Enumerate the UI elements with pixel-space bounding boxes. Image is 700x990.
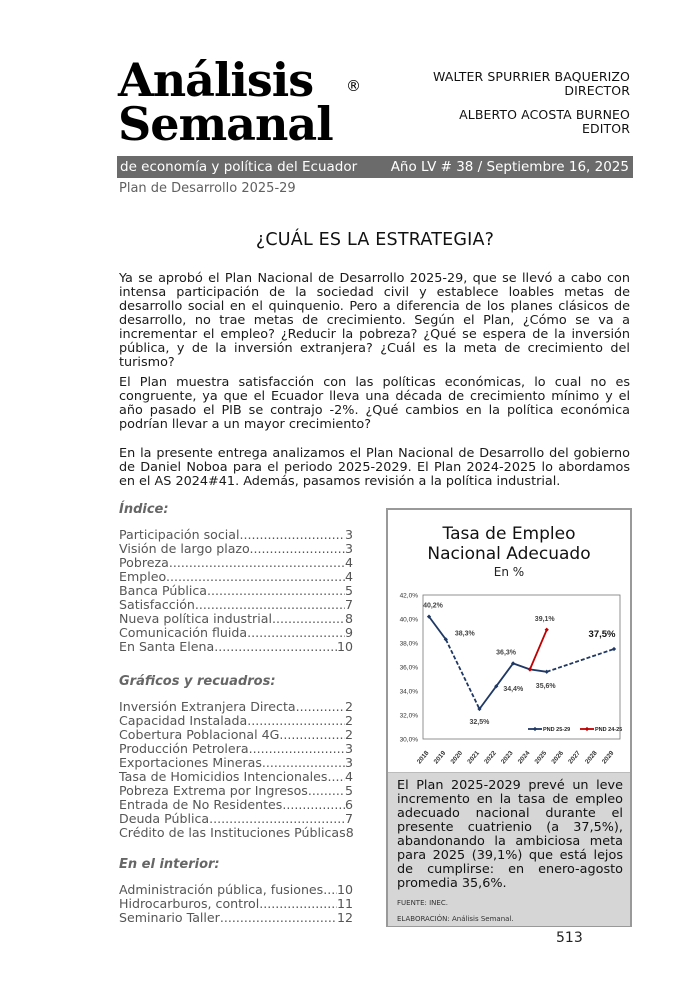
index-item[interactable]: Banca Pública. ..... 5 (119, 584, 353, 598)
chart-elaboration: ELABORACIÓN: Análisis Semanal. (397, 915, 514, 923)
tagline: de economía y política del Ecuador (120, 159, 358, 175)
svg-text:2026: 2026 (550, 749, 566, 766)
svg-text:2028: 2028 (584, 749, 599, 766)
charts-index-item[interactable]: Entrada de No Residentes ..... 6 (119, 798, 353, 812)
charts-index-item[interactable]: Cobertura Poblacional 4G ..... 2 (119, 728, 353, 742)
charts-index-item[interactable]: Exportaciones Mineras ..... 3 (119, 756, 353, 770)
interior-item[interactable]: Seminario Taller ..... 12 (119, 911, 353, 925)
svg-text:2022: 2022 (483, 749, 498, 766)
staff-credits (433, 70, 630, 136)
section-label: Plan de Desarrollo 2025-29 (119, 181, 296, 196)
svg-text:38,0%: 38,0% (399, 640, 418, 648)
svg-text:40,2%: 40,2% (423, 602, 443, 610)
charts-index-heading: Gráficos y recuadros: (119, 674, 276, 689)
charts-index-item[interactable]: Tasa de Homicidios Intencionales ..... 4 (119, 770, 353, 784)
charts-index-item[interactable]: Producción Petrolera ..... 3 (119, 742, 353, 756)
svg-text:2018: 2018 (415, 749, 431, 766)
svg-text:2019: 2019 (432, 749, 448, 766)
article-paragraph-3: En la presente entrega analizamos el Plan Nacional de Desarrollo del gobierno de Daniel Noboa para el periodo 2025-2029. El Plan 2024-2025 lo abordamos en el AS 2024#41. Además, pasamos revisión a la política industrial. (119, 446, 630, 489)
svg-text:42,0%: 42,0% (399, 592, 418, 600)
svg-text:39,1%: 39,1% (534, 615, 555, 623)
index-heading: Índice: (119, 502, 169, 517)
chart-box (386, 508, 632, 927)
director-name: WALTER SPURRIER BAQUERIZO (433, 69, 630, 84)
chart-subtitle: En % (493, 565, 525, 579)
svg-text:40,0%: 40,0% (399, 616, 418, 624)
index-item[interactable]: Nueva política industrial. ..... 8 (119, 612, 353, 626)
svg-text:30,0%: 30,0% (399, 736, 418, 744)
interior-section (119, 858, 353, 925)
svg-text:36,3%: 36,3% (496, 649, 517, 657)
masthead-band (117, 156, 633, 178)
director-role: DIRECTOR (564, 83, 630, 98)
charts-index-section (119, 675, 353, 840)
interior-item[interactable]: Hidrocarburos, control.. ..... 11 (119, 897, 353, 911)
svg-text:32,0%: 32,0% (399, 712, 418, 720)
publication-logo (118, 53, 368, 151)
svg-text:34,4%: 34,4% (503, 686, 524, 694)
article-paragraph-2: El Plan muestra satisfacción con las políticas económicas, lo cual no es congruente, ya que el Ecuador lleva una década de crecimiento mínimo y el año pasado el PIB se contrajo -2%. ¿Qué cambios en la política económica podrían llevar a un mayor crecimiento? (119, 375, 630, 432)
employment-line-chart (388, 585, 630, 770)
index-item[interactable]: En Santa Elena ..... 10 (119, 640, 353, 654)
page-number: 513 (556, 930, 583, 946)
charts-index-item[interactable]: Pobreza Extrema por Ingresos ..... 5 (119, 784, 353, 798)
issue-info: Año LV # 38 / Septiembre 16, 2025 (390, 159, 629, 175)
interior-heading: En el interior: (119, 857, 220, 872)
svg-text:34,0%: 34,0% (399, 688, 418, 696)
svg-text:2029: 2029 (600, 749, 616, 766)
index-item[interactable]: Pobreza. ..... 4 (119, 556, 353, 570)
charts-index-item[interactable]: Deuda Pública ..... 7 (119, 812, 353, 826)
svg-text:2021: 2021 (466, 749, 481, 766)
svg-text:2023: 2023 (499, 749, 515, 766)
index-item[interactable]: Visión de largo plazo. ..... 3 (119, 542, 353, 556)
svg-text:37,5%: 37,5% (588, 629, 616, 640)
svg-text:2025: 2025 (533, 749, 549, 766)
index-section (119, 503, 353, 654)
svg-text:36,0%: 36,0% (399, 664, 418, 672)
charts-index-item[interactable]: Capacidad Instalada ..... 2 (119, 714, 353, 728)
chart-title: Tasa de Empleo Nacional Adecuado (427, 524, 591, 564)
index-item[interactable]: Comunicación fluida ..... 9 (119, 626, 353, 640)
svg-text:2020: 2020 (449, 749, 465, 766)
svg-text:32,5%: 32,5% (469, 719, 490, 726)
chart-note: El Plan 2025-2029 prevé un leve incremento en la tasa de empleo adecuado nacional durante el presente cuatrienio (a 37,5%), abandonando la ambiciosa meta para 2025 (39,1%) que está lejos de cumplirse: en enero-agosto promedia 35,6%. (397, 778, 623, 891)
interior-item[interactable]: Administración pública, fusiones ..... 10 (119, 883, 353, 897)
svg-text:PND 24-25: PND 24-25 (595, 727, 623, 733)
svg-text:PND 25-29: PND 25-29 (543, 727, 571, 733)
svg-text:35,6%: 35,6% (535, 682, 556, 690)
editor-name: ALBERTO ACOSTA BURNEO (459, 107, 630, 122)
registered-mark-icon: ® (346, 77, 361, 95)
index-item[interactable]: Satisfacción. ..... 7 (119, 598, 353, 612)
logo-line1: Análisis (118, 53, 314, 107)
editor-role: EDITOR (582, 121, 630, 136)
article-headline: ¿CUÁL ES LA ESTRATEGIA? (255, 230, 495, 250)
article-paragraph-1: Ya se aprobó el Plan Nacional de Desarrollo 2025-29, que se llevó a cabo con intensa participación de la sociedad civil y establece loables metas de desarrollo social en el quinquenio. Pero a diferencia de los planes clásicos de desarrollo, no trae metas de crecimiento. Según el Plan, ¿Cómo se va a incrementar el empleo? ¿Reducir la pobreza? ¿Qué se espera de la inversión pública, y de la inversión extranjera? ¿Cuál es la meta de crecimiento del turismo? (119, 271, 630, 370)
charts-index-item[interactable]: Crédito de las Instituciones Públicas 8 (119, 825, 354, 840)
chart-note-panel (388, 772, 630, 926)
index-item[interactable]: Empleo. ..... 4 (119, 570, 353, 584)
svg-text:38,3%: 38,3% (454, 630, 475, 638)
logo-line2: Semanal (118, 97, 333, 151)
svg-text:2027: 2027 (567, 749, 582, 766)
chart-source: FUENTE: INEC. (397, 899, 448, 907)
index-item[interactable]: Participación social ..... 3 (119, 528, 353, 542)
charts-index-item[interactable]: Inversión Extranjera Directa ..... 2 (119, 700, 353, 714)
svg-text:2024: 2024 (516, 749, 532, 766)
